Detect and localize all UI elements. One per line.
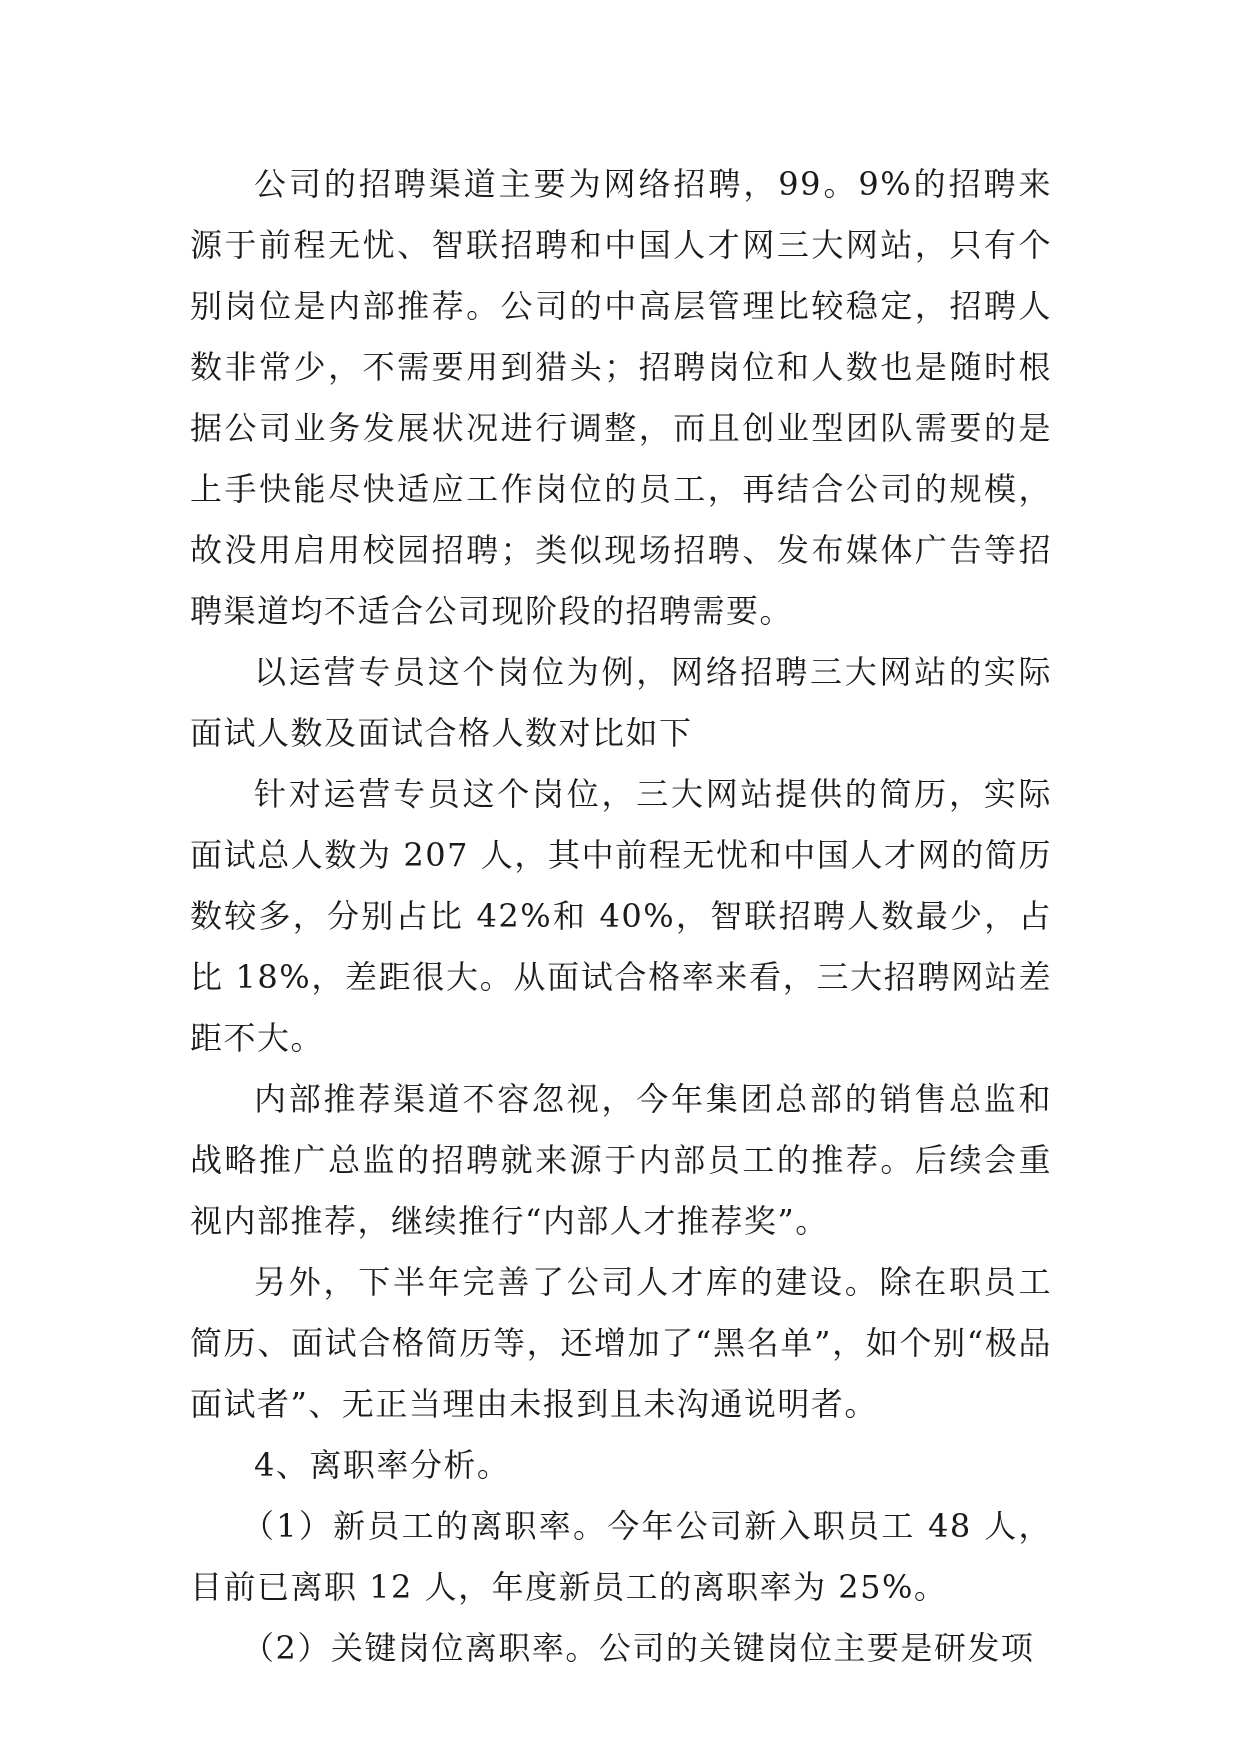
paragraph-new-employee-turnover: （1）新员工的离职率。今年公司新入职员工 48 人，目前已离职 12 人，年度新员工的离职率为 25%。 bbox=[190, 1507, 1052, 1606]
section-heading-turnover: 4、离职率分析。 bbox=[254, 1446, 511, 1484]
paragraph-internal-referral: 内部推荐渠道不容忽视，今年集团总部的销售总监和战略推广总监的招聘就来源于内部员工的推荐。后续会重视内部推荐，继续推行“内部人才推荐奖”。 bbox=[190, 1080, 1052, 1240]
paragraph-operations-example: 以运营专员这个岗位为例，网络招聘三大网站的实际面试人数及面试合格人数对比如下 bbox=[190, 653, 1052, 752]
document-body bbox=[190, 154, 1052, 1679]
paragraph-talent-pool: 另外，下半年完善了公司人才库的建设。除在职员工简历、面试合格简历等，还增加了“黑名单”，如个别“极品面试者”、无正当理由未报到且未沟通说明者。 bbox=[190, 1263, 1052, 1423]
paragraph-recruitment-channels: 公司的招聘渠道主要为网络招聘，99。9%的招聘来源于前程无忧、智联招聘和中国人才网三大网站，只有个别岗位是内部推荐。公司的中高层管理比较稳定，招聘人数非常少，不需要用到猎头；招聘岗位和人数也是随时根据公司业务发展状况进行调整，而且创业型团队需要的是上手快能尽快适应工作岗位的员工，再结合公司的规模，故没用启用校园招聘；类似现场招聘、发布媒体广告等招聘渠道均不适合公司现阶段的招聘需要。 bbox=[190, 165, 1052, 630]
paragraph-key-position-turnover: （2）关键岗位离职率。公司的关键岗位主要是研发项 bbox=[242, 1629, 1035, 1667]
paragraph-interview-totals: 针对运营专员这个岗位，三大网站提供的简历，实际面试总人数为 207 人，其中前程无忧和中国人才网的简历数较多，分别占比 42%和 40%，智联招聘人数最少，占比 18%，差距很大。从面试合格率来看，三大招聘网站差距不大。 bbox=[190, 775, 1052, 1057]
